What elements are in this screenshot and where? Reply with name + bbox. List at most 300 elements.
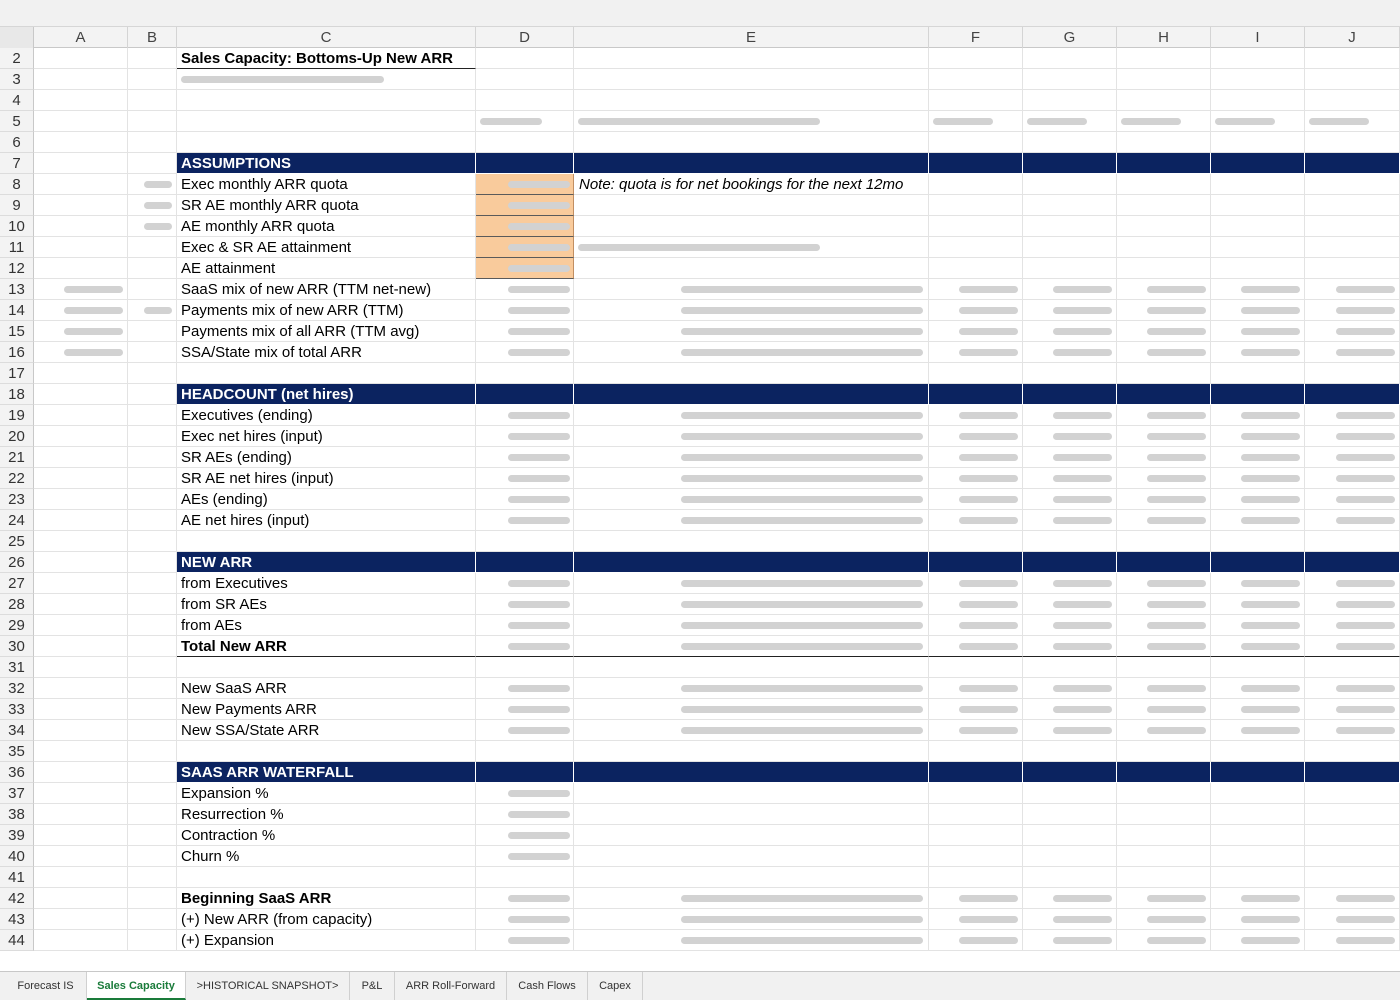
cell-j31[interactable] xyxy=(1305,657,1400,678)
cell-a44[interactable] xyxy=(34,930,128,951)
cell-a31[interactable] xyxy=(34,657,128,678)
cell-g32[interactable] xyxy=(1023,678,1117,699)
cell-e19[interactable] xyxy=(574,405,929,426)
cell-h42[interactable] xyxy=(1117,888,1211,909)
cell-h25[interactable] xyxy=(1117,531,1211,552)
cell-i24[interactable] xyxy=(1211,510,1305,531)
cell-i4[interactable] xyxy=(1211,90,1305,111)
cell-d6[interactable] xyxy=(476,132,574,153)
cell-a25[interactable] xyxy=(34,531,128,552)
row-number[interactable]: 13 xyxy=(0,279,34,300)
sheet-tab-sales-capacity[interactable]: Sales Capacity xyxy=(87,972,186,1000)
cell-h16[interactable] xyxy=(1117,342,1211,363)
cell-f17[interactable] xyxy=(929,363,1023,384)
cell-a2[interactable] xyxy=(34,48,128,69)
cell-g4[interactable] xyxy=(1023,90,1117,111)
cell-h10[interactable] xyxy=(1117,216,1211,237)
cell-j22[interactable] xyxy=(1305,468,1400,489)
cell-g26[interactable] xyxy=(1023,552,1117,573)
cell-e9[interactable] xyxy=(574,195,929,216)
cell-a33[interactable] xyxy=(34,699,128,720)
cell-e2[interactable] xyxy=(574,48,929,69)
cell-f42[interactable] xyxy=(929,888,1023,909)
cell-d15[interactable] xyxy=(476,321,574,342)
cell-b9[interactable] xyxy=(128,195,177,216)
cell-b12[interactable] xyxy=(128,258,177,279)
cell-f4[interactable] xyxy=(929,90,1023,111)
cell-e28[interactable] xyxy=(574,594,929,615)
cell-i17[interactable] xyxy=(1211,363,1305,384)
cell-f33[interactable] xyxy=(929,699,1023,720)
cell-e36[interactable] xyxy=(574,762,929,783)
cell-c4[interactable] xyxy=(177,90,476,111)
cell-a21[interactable] xyxy=(34,447,128,468)
cell-a27[interactable] xyxy=(34,573,128,594)
cell-a41[interactable] xyxy=(34,867,128,888)
cell-f37[interactable] xyxy=(929,783,1023,804)
cell-j9[interactable] xyxy=(1305,195,1400,216)
cell-g22[interactable] xyxy=(1023,468,1117,489)
cell-a35[interactable] xyxy=(34,741,128,762)
cell-g34[interactable] xyxy=(1023,720,1117,741)
cell-h34[interactable] xyxy=(1117,720,1211,741)
cell-e22[interactable] xyxy=(574,468,929,489)
cell-a3[interactable] xyxy=(34,69,128,90)
cell-a9[interactable] xyxy=(34,195,128,216)
cell-j40[interactable] xyxy=(1305,846,1400,867)
cell-e10[interactable] xyxy=(574,216,929,237)
cell-g40[interactable] xyxy=(1023,846,1117,867)
cell-a24[interactable] xyxy=(34,510,128,531)
cell-b19[interactable] xyxy=(128,405,177,426)
cell-f19[interactable] xyxy=(929,405,1023,426)
row-label[interactable]: Exec net hires (input) xyxy=(177,426,476,447)
cell-g42[interactable] xyxy=(1023,888,1117,909)
cell-g11[interactable] xyxy=(1023,237,1117,258)
row-label[interactable]: AE monthly ARR quota xyxy=(177,216,476,237)
cell-f27[interactable] xyxy=(929,573,1023,594)
cell-i34[interactable] xyxy=(1211,720,1305,741)
cell-f10[interactable] xyxy=(929,216,1023,237)
cell-g23[interactable] xyxy=(1023,489,1117,510)
column-header-b[interactable]: B xyxy=(128,27,177,48)
cell-e11[interactable] xyxy=(574,237,929,258)
cell-h13[interactable] xyxy=(1117,279,1211,300)
cell-d7[interactable] xyxy=(476,153,574,174)
cell-i16[interactable] xyxy=(1211,342,1305,363)
row-label[interactable]: Exec monthly ARR quota xyxy=(177,174,476,195)
row-number[interactable]: 29 xyxy=(0,615,34,636)
cell-b11[interactable] xyxy=(128,237,177,258)
spreadsheet-grid[interactable] xyxy=(0,27,1400,971)
row-number[interactable]: 14 xyxy=(0,300,34,321)
cell-b39[interactable] xyxy=(128,825,177,846)
row-number[interactable]: 28 xyxy=(0,594,34,615)
row-number[interactable]: 27 xyxy=(0,573,34,594)
cell-g39[interactable] xyxy=(1023,825,1117,846)
cell-b44[interactable] xyxy=(128,930,177,951)
cell-j2[interactable] xyxy=(1305,48,1400,69)
row-number[interactable]: 26 xyxy=(0,552,34,573)
cell-a11[interactable] xyxy=(34,237,128,258)
cell-b32[interactable] xyxy=(128,678,177,699)
sheet-tab-forecast-is[interactable]: Forecast IS xyxy=(5,972,87,1000)
cell-f31[interactable] xyxy=(929,657,1023,678)
quota-note[interactable]: Note: quota is for net bookings for the next 12mo xyxy=(574,174,929,195)
section-header[interactable]: ASSUMPTIONS xyxy=(177,153,476,174)
cell-j44[interactable] xyxy=(1305,930,1400,951)
cell-b28[interactable] xyxy=(128,594,177,615)
row-number[interactable]: 18 xyxy=(0,384,34,405)
cell-g24[interactable] xyxy=(1023,510,1117,531)
row-label[interactable]: (+) Expansion xyxy=(177,930,476,951)
row-number[interactable]: 2 xyxy=(0,48,34,69)
cell-b42[interactable] xyxy=(128,888,177,909)
cell-f22[interactable] xyxy=(929,468,1023,489)
cell-f36[interactable] xyxy=(929,762,1023,783)
cell-b40[interactable] xyxy=(128,846,177,867)
cell-d23[interactable] xyxy=(476,489,574,510)
cell-b22[interactable] xyxy=(128,468,177,489)
cell-d17[interactable] xyxy=(476,363,574,384)
cell-h29[interactable] xyxy=(1117,615,1211,636)
row-number[interactable]: 22 xyxy=(0,468,34,489)
cell-a39[interactable] xyxy=(34,825,128,846)
cell-d32[interactable] xyxy=(476,678,574,699)
row-number[interactable]: 20 xyxy=(0,426,34,447)
cell-d25[interactable] xyxy=(476,531,574,552)
cell-h8[interactable] xyxy=(1117,174,1211,195)
cell-d34[interactable] xyxy=(476,720,574,741)
cell-i21[interactable] xyxy=(1211,447,1305,468)
cell-e40[interactable] xyxy=(574,846,929,867)
cell-c17[interactable] xyxy=(177,363,476,384)
row-label[interactable]: from Executives xyxy=(177,573,476,594)
cell-g5[interactable] xyxy=(1023,111,1117,132)
cell-c31[interactable] xyxy=(177,657,476,678)
cell-g10[interactable] xyxy=(1023,216,1117,237)
cell-a12[interactable] xyxy=(34,258,128,279)
cell-h32[interactable] xyxy=(1117,678,1211,699)
cell-h31[interactable] xyxy=(1117,657,1211,678)
cell-g20[interactable] xyxy=(1023,426,1117,447)
cell-i25[interactable] xyxy=(1211,531,1305,552)
cell-e33[interactable] xyxy=(574,699,929,720)
cell-e3[interactable] xyxy=(574,69,929,90)
cell-i32[interactable] xyxy=(1211,678,1305,699)
row-number[interactable]: 16 xyxy=(0,342,34,363)
row-number[interactable]: 35 xyxy=(0,741,34,762)
cell-i19[interactable] xyxy=(1211,405,1305,426)
sheet-tab-capex[interactable]: Capex xyxy=(588,972,643,1000)
cell-f5[interactable] xyxy=(929,111,1023,132)
row-number[interactable]: 30 xyxy=(0,636,34,657)
cell-i8[interactable] xyxy=(1211,174,1305,195)
cell-h19[interactable] xyxy=(1117,405,1211,426)
cell-i36[interactable] xyxy=(1211,762,1305,783)
cell-a7[interactable] xyxy=(34,153,128,174)
cell-g19[interactable] xyxy=(1023,405,1117,426)
cell-f2[interactable] xyxy=(929,48,1023,69)
cell-i28[interactable] xyxy=(1211,594,1305,615)
cell-b30[interactable] xyxy=(128,636,177,657)
cell-h11[interactable] xyxy=(1117,237,1211,258)
cell-g38[interactable] xyxy=(1023,804,1117,825)
cell-d21[interactable] xyxy=(476,447,574,468)
cell-j3[interactable] xyxy=(1305,69,1400,90)
cell-i44[interactable] xyxy=(1211,930,1305,951)
cell-h14[interactable] xyxy=(1117,300,1211,321)
cell-h15[interactable] xyxy=(1117,321,1211,342)
cell-i27[interactable] xyxy=(1211,573,1305,594)
cell-h26[interactable] xyxy=(1117,552,1211,573)
cell-b18[interactable] xyxy=(128,384,177,405)
cell-e21[interactable] xyxy=(574,447,929,468)
sheet-tab-historical-snapshot[interactable]: >HISTORICAL SNAPSHOT> xyxy=(186,972,350,1000)
row-label[interactable]: from SR AEs xyxy=(177,594,476,615)
cell-i40[interactable] xyxy=(1211,846,1305,867)
cell-d18[interactable] xyxy=(476,384,574,405)
cell-g33[interactable] xyxy=(1023,699,1117,720)
cell-j37[interactable] xyxy=(1305,783,1400,804)
cell-d29[interactable] xyxy=(476,615,574,636)
sheet-tab-p-l[interactable]: P&L xyxy=(350,972,395,1000)
cell-f34[interactable] xyxy=(929,720,1023,741)
cell-d16[interactable] xyxy=(476,342,574,363)
sheet-tab-cash-flows[interactable]: Cash Flows xyxy=(507,972,588,1000)
cell-j8[interactable] xyxy=(1305,174,1400,195)
cell-f21[interactable] xyxy=(929,447,1023,468)
row-number[interactable]: 42 xyxy=(0,888,34,909)
cell-j16[interactable] xyxy=(1305,342,1400,363)
cell-b5[interactable] xyxy=(128,111,177,132)
cell-a13[interactable] xyxy=(34,279,128,300)
cell-g30[interactable] xyxy=(1023,636,1117,657)
cell-g28[interactable] xyxy=(1023,594,1117,615)
cell-h21[interactable] xyxy=(1117,447,1211,468)
cell-j23[interactable] xyxy=(1305,489,1400,510)
row-number[interactable]: 3 xyxy=(0,69,34,90)
cell-e7[interactable] xyxy=(574,153,929,174)
cell-i20[interactable] xyxy=(1211,426,1305,447)
cell-f23[interactable] xyxy=(929,489,1023,510)
cell-f44[interactable] xyxy=(929,930,1023,951)
cell-d39[interactable] xyxy=(476,825,574,846)
row-number[interactable]: 38 xyxy=(0,804,34,825)
cell-f25[interactable] xyxy=(929,531,1023,552)
cell-d2[interactable] xyxy=(476,48,574,69)
cell-f11[interactable] xyxy=(929,237,1023,258)
row-label[interactable]: Executives (ending) xyxy=(177,405,476,426)
cell-g8[interactable] xyxy=(1023,174,1117,195)
cell-f26[interactable] xyxy=(929,552,1023,573)
row-number[interactable]: 31 xyxy=(0,657,34,678)
row-label[interactable]: SR AE monthly ARR quota xyxy=(177,195,476,216)
cell-h3[interactable] xyxy=(1117,69,1211,90)
row-number[interactable]: 19 xyxy=(0,405,34,426)
cell-j36[interactable] xyxy=(1305,762,1400,783)
cell-f16[interactable] xyxy=(929,342,1023,363)
cell-b13[interactable] xyxy=(128,279,177,300)
cell-b29[interactable] xyxy=(128,615,177,636)
cell-g25[interactable] xyxy=(1023,531,1117,552)
cell-e13[interactable] xyxy=(574,279,929,300)
cell-f3[interactable] xyxy=(929,69,1023,90)
cell-j41[interactable] xyxy=(1305,867,1400,888)
row-label[interactable]: New SaaS ARR xyxy=(177,678,476,699)
cell-h7[interactable] xyxy=(1117,153,1211,174)
cell-a10[interactable] xyxy=(34,216,128,237)
row-label[interactable]: New Payments ARR xyxy=(177,699,476,720)
input-cell[interactable] xyxy=(476,195,574,216)
row-number[interactable]: 32 xyxy=(0,678,34,699)
cell-h4[interactable] xyxy=(1117,90,1211,111)
cell-g17[interactable] xyxy=(1023,363,1117,384)
cell-d31[interactable] xyxy=(476,657,574,678)
cell-d20[interactable] xyxy=(476,426,574,447)
row-label[interactable]: Total New ARR xyxy=(177,636,476,657)
cell-b27[interactable] xyxy=(128,573,177,594)
cell-e39[interactable] xyxy=(574,825,929,846)
cell-h2[interactable] xyxy=(1117,48,1211,69)
cell-d3[interactable] xyxy=(476,69,574,90)
cell-i35[interactable] xyxy=(1211,741,1305,762)
cell-i43[interactable] xyxy=(1211,909,1305,930)
cell-i6[interactable] xyxy=(1211,132,1305,153)
cell-i37[interactable] xyxy=(1211,783,1305,804)
cell-j20[interactable] xyxy=(1305,426,1400,447)
cell-i23[interactable] xyxy=(1211,489,1305,510)
cell-a5[interactable] xyxy=(34,111,128,132)
row-label[interactable]: SSA/State mix of total ARR xyxy=(177,342,476,363)
cell-h9[interactable] xyxy=(1117,195,1211,216)
cell-a4[interactable] xyxy=(34,90,128,111)
row-number[interactable]: 24 xyxy=(0,510,34,531)
cell-e43[interactable] xyxy=(574,909,929,930)
cell-a26[interactable] xyxy=(34,552,128,573)
cell-a16[interactable] xyxy=(34,342,128,363)
cell-a20[interactable] xyxy=(34,426,128,447)
cell-c25[interactable] xyxy=(177,531,476,552)
row-number[interactable]: 17 xyxy=(0,363,34,384)
cell-e32[interactable] xyxy=(574,678,929,699)
cell-h18[interactable] xyxy=(1117,384,1211,405)
cell-d41[interactable] xyxy=(476,867,574,888)
row-number[interactable]: 33 xyxy=(0,699,34,720)
cell-i2[interactable] xyxy=(1211,48,1305,69)
cell-i18[interactable] xyxy=(1211,384,1305,405)
cell-b26[interactable] xyxy=(128,552,177,573)
cell-e31[interactable] xyxy=(574,657,929,678)
cell-j24[interactable] xyxy=(1305,510,1400,531)
cell-b4[interactable] xyxy=(128,90,177,111)
row-label[interactable]: Contraction % xyxy=(177,825,476,846)
cell-d36[interactable] xyxy=(476,762,574,783)
cell-b16[interactable] xyxy=(128,342,177,363)
cell-i9[interactable] xyxy=(1211,195,1305,216)
cell-e4[interactable] xyxy=(574,90,929,111)
cell-f32[interactable] xyxy=(929,678,1023,699)
cell-h38[interactable] xyxy=(1117,804,1211,825)
cell-g18[interactable] xyxy=(1023,384,1117,405)
cell-e44[interactable] xyxy=(574,930,929,951)
cell-a34[interactable] xyxy=(34,720,128,741)
cell-h27[interactable] xyxy=(1117,573,1211,594)
cell-b34[interactable] xyxy=(128,720,177,741)
cell-e18[interactable] xyxy=(574,384,929,405)
cell-f7[interactable] xyxy=(929,153,1023,174)
row-label[interactable]: (+) New ARR (from capacity) xyxy=(177,909,476,930)
input-cell[interactable] xyxy=(476,237,574,258)
cell-b2[interactable] xyxy=(128,48,177,69)
cell-h37[interactable] xyxy=(1117,783,1211,804)
cell-g27[interactable] xyxy=(1023,573,1117,594)
cell-a18[interactable] xyxy=(34,384,128,405)
cell-f8[interactable] xyxy=(929,174,1023,195)
cell-b21[interactable] xyxy=(128,447,177,468)
sheet-title[interactable]: Sales Capacity: Bottoms-Up New ARR xyxy=(177,48,476,69)
cell-a22[interactable] xyxy=(34,468,128,489)
column-header-c[interactable]: C xyxy=(177,27,476,48)
cell-j27[interactable] xyxy=(1305,573,1400,594)
row-number[interactable]: 43 xyxy=(0,909,34,930)
cell-g21[interactable] xyxy=(1023,447,1117,468)
cell-a8[interactable] xyxy=(34,174,128,195)
cell-e26[interactable] xyxy=(574,552,929,573)
cell-b23[interactable] xyxy=(128,489,177,510)
row-label[interactable]: Payments mix of new ARR (TTM) xyxy=(177,300,476,321)
cell-g7[interactable] xyxy=(1023,153,1117,174)
cell-e6[interactable] xyxy=(574,132,929,153)
cell-f30[interactable] xyxy=(929,636,1023,657)
cell-a6[interactable] xyxy=(34,132,128,153)
cell-i41[interactable] xyxy=(1211,867,1305,888)
column-header-f[interactable]: F xyxy=(929,27,1023,48)
cell-i29[interactable] xyxy=(1211,615,1305,636)
cell-i5[interactable] xyxy=(1211,111,1305,132)
cell-b38[interactable] xyxy=(128,804,177,825)
cell-f40[interactable] xyxy=(929,846,1023,867)
cell-j5[interactable] xyxy=(1305,111,1400,132)
cell-i11[interactable] xyxy=(1211,237,1305,258)
cell-j6[interactable] xyxy=(1305,132,1400,153)
cell-a30[interactable] xyxy=(34,636,128,657)
cell-d19[interactable] xyxy=(476,405,574,426)
cell-g43[interactable] xyxy=(1023,909,1117,930)
cell-i15[interactable] xyxy=(1211,321,1305,342)
cell-a36[interactable] xyxy=(34,762,128,783)
cell-h30[interactable] xyxy=(1117,636,1211,657)
cell-f15[interactable] xyxy=(929,321,1023,342)
cell-f20[interactable] xyxy=(929,426,1023,447)
row-label[interactable]: AEs (ending) xyxy=(177,489,476,510)
row-number[interactable]: 39 xyxy=(0,825,34,846)
cell-j38[interactable] xyxy=(1305,804,1400,825)
row-number[interactable]: 41 xyxy=(0,867,34,888)
cell-b17[interactable] xyxy=(128,363,177,384)
cell-b7[interactable] xyxy=(128,153,177,174)
row-number[interactable]: 40 xyxy=(0,846,34,867)
row-number[interactable]: 34 xyxy=(0,720,34,741)
row-number[interactable]: 5 xyxy=(0,111,34,132)
cell-b3[interactable] xyxy=(128,69,177,90)
cell-j7[interactable] xyxy=(1305,153,1400,174)
cell-j14[interactable] xyxy=(1305,300,1400,321)
row-number[interactable]: 36 xyxy=(0,762,34,783)
cell-j13[interactable] xyxy=(1305,279,1400,300)
cell-j32[interactable] xyxy=(1305,678,1400,699)
row-number[interactable]: 10 xyxy=(0,216,34,237)
